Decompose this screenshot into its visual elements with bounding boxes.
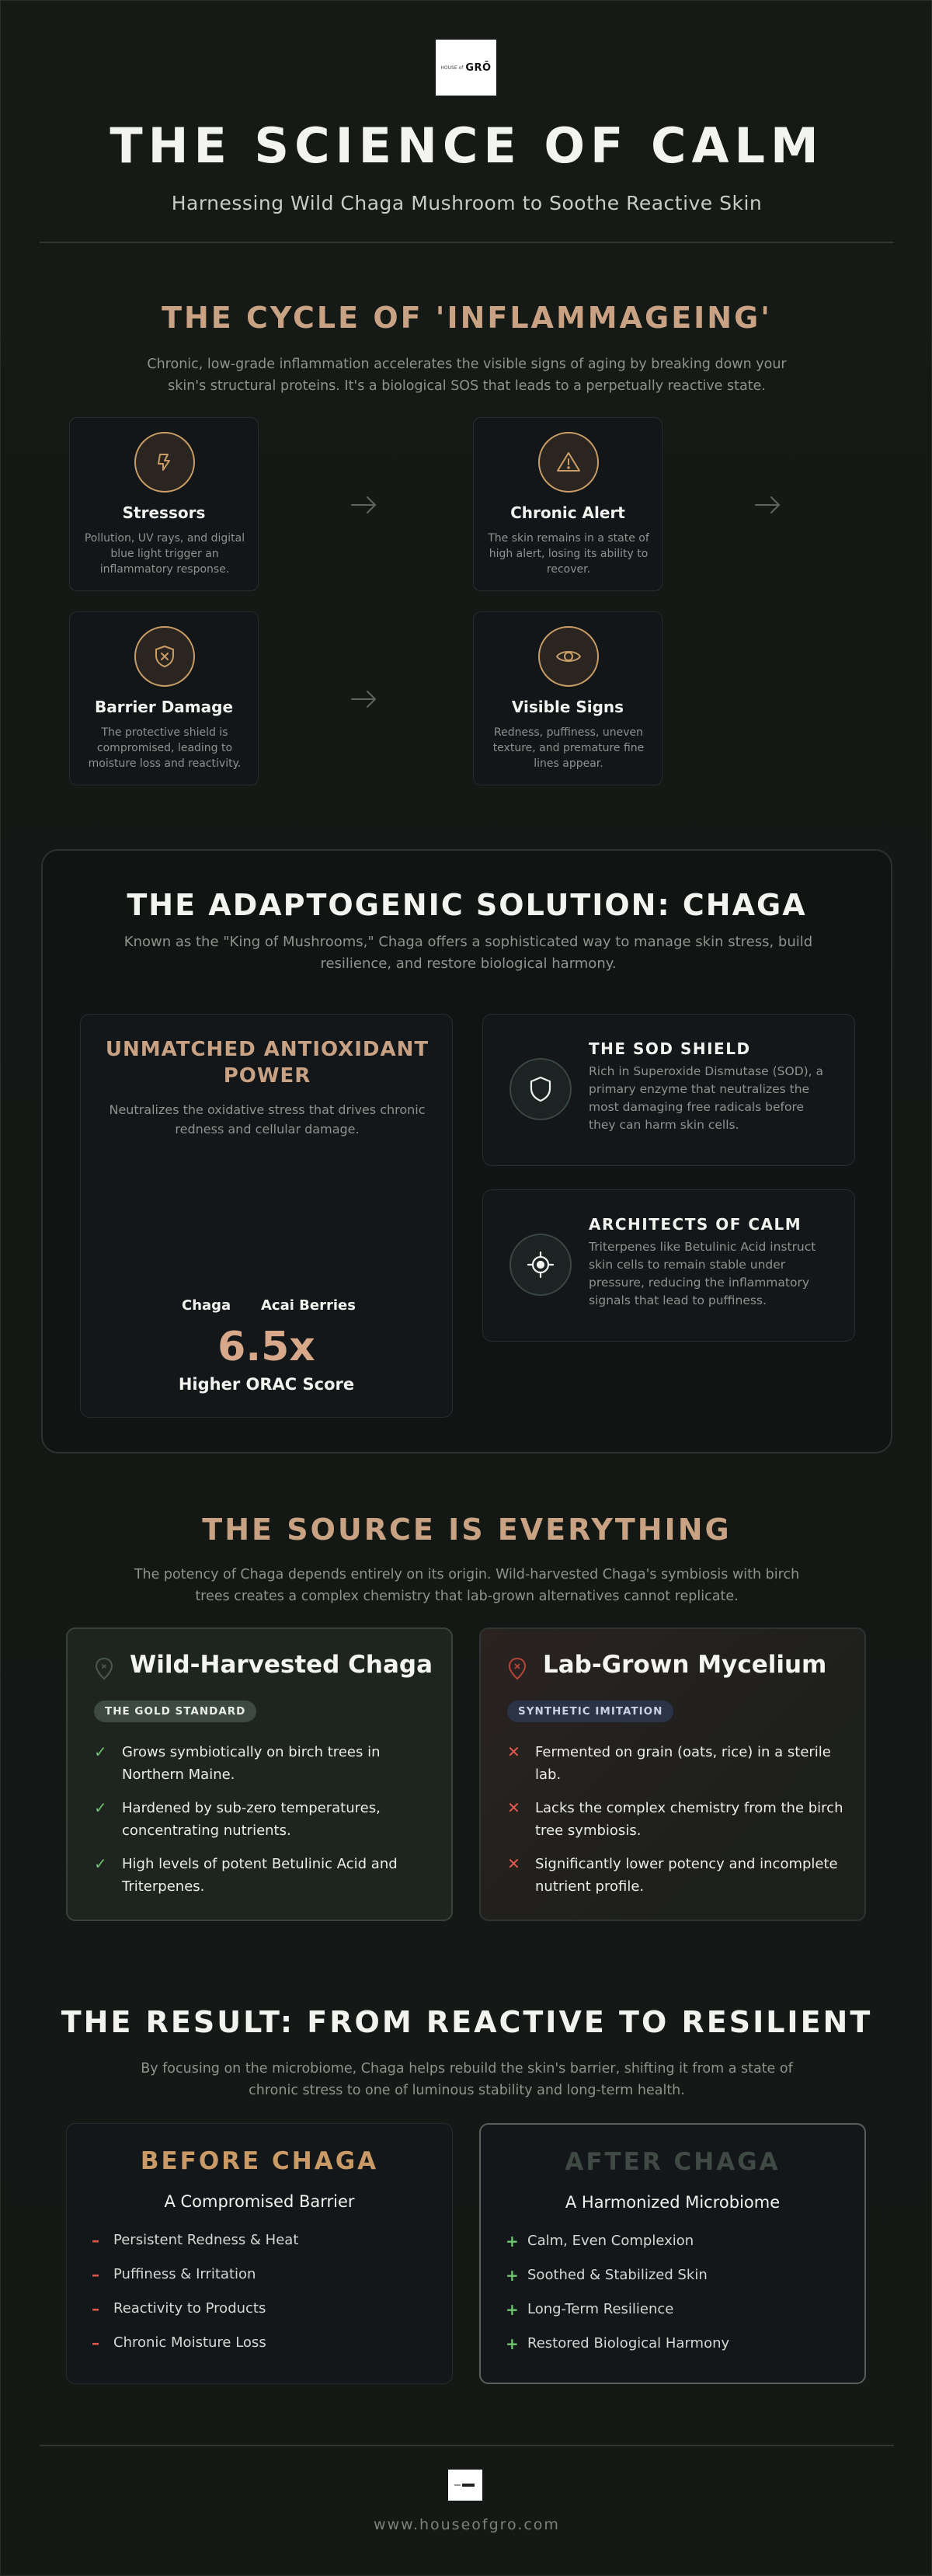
minus-icon: –	[92, 2334, 99, 2352]
shield-icon	[509, 1058, 572, 1120]
cycle-card-title: Visible Signs	[511, 698, 624, 716]
cycle-card-text: The protective shield is compromised, leading to moisture loss and reactivity.	[88, 726, 242, 770]
footer-logo-mark	[454, 2481, 476, 2489]
feature-card-architects-of-calm	[482, 1189, 855, 1342]
plus-icon: +	[506, 2334, 519, 2353]
brand-logo	[436, 40, 496, 96]
footer-divider	[40, 2445, 894, 2446]
orac-label-acai: Acai Berries	[261, 1297, 356, 1314]
list-item	[506, 2333, 840, 2355]
arrow-right-icon	[349, 493, 380, 517]
source-description: The potency of Chaga depends entirely on its origin. Wild-harvested Chaga's symbiosis with birch trees creates a complex chemistry that lab-grown alternatives cannot replicate.	[134, 1567, 800, 1604]
page-title: THE SCIENCE OF CALM	[110, 117, 824, 174]
list-item-text: Chronic Moisture Loss	[113, 2334, 266, 2351]
feature-text: Rich in Superoxide Dismutase (SOD), a primary enzyme that neutralizes the most damaging free radicals before they can harm skin cells.	[589, 1064, 824, 1132]
lab-drawbacks-list	[507, 1741, 849, 1909]
chaga-title: THE ADAPTOGENIC SOLUTION: CHAGA	[127, 888, 807, 922]
chaga-description: Known as the "King of Mushrooms," Chaga offers a sophisticated way to manage skin stress, build resilience, and restore biological harmony.	[123, 934, 813, 972]
minus-icon: –	[92, 2299, 99, 2318]
result-title: THE RESULT: FROM REACTIVE TO RESILIENT	[61, 2005, 873, 2039]
list-item	[92, 2332, 426, 2354]
arrow-right-icon	[753, 493, 784, 517]
arrow-right-icon	[349, 688, 380, 711]
list-item-text: Calm, Even Complexion	[527, 2233, 694, 2249]
target-icon	[509, 1234, 572, 1296]
list-item-text: Puffiness & Irritation	[113, 2266, 256, 2282]
check-icon: ✓	[94, 1798, 107, 1817]
orac-card	[80, 1014, 453, 1418]
list-item	[92, 2230, 426, 2251]
list-item	[506, 2230, 840, 2252]
list-item	[92, 2264, 426, 2285]
gold-standard-badge: THE GOLD STANDARD	[94, 1701, 256, 1722]
cycle-card-chronic-alert	[473, 417, 662, 591]
orac-value: 6.5x	[217, 1324, 315, 1370]
plus-icon: +	[506, 2266, 519, 2285]
before-chaga-card	[66, 2123, 453, 2384]
list-item	[94, 1741, 436, 1786]
minus-icon: –	[92, 2265, 99, 2284]
stress-icon	[134, 432, 195, 493]
website-link[interactable]: www.houseofgro.com	[374, 2516, 560, 2533]
before-list	[92, 2230, 426, 2366]
lab-grown-card	[479, 1627, 866, 1921]
orac-title: UNMATCHED ANTIOXIDANT POWER	[105, 1038, 429, 1088]
list-item	[506, 2299, 840, 2320]
list-item-text: Fermented on grain (oats, rice) in a sterile lab.	[535, 1744, 831, 1783]
cycle-card-title: Stressors	[122, 503, 206, 522]
plus-icon: +	[506, 2232, 519, 2251]
before-subtitle: A Compromised Barrier	[164, 2192, 355, 2211]
cycle-card-stressors	[69, 417, 259, 591]
after-title: AFTER CHAGA	[565, 2148, 781, 2176]
logo-prefix: HOUSE of	[440, 64, 464, 71]
list-item	[94, 1853, 436, 1898]
list-item-text: Reactivity to Products	[113, 2300, 266, 2317]
cycle-card-text: Pollution, UV rays, and digital blue light trigger an inflammatory response.	[84, 532, 245, 576]
synthetic-imitation-badge: SYNTHETIC IMITATION	[507, 1701, 673, 1722]
page-subtitle: Harnessing Wild Chaga Mushroom to Soothe Reactive Skin	[171, 192, 763, 214]
cycle-card-text: The skin remains in a state of high alert, losing its ability to recover.	[488, 532, 649, 576]
wild-benefits-list	[94, 1741, 436, 1909]
chaga-solution-panel	[41, 849, 892, 1453]
before-title: BEFORE CHAGA	[140, 2147, 379, 2175]
minus-icon: –	[92, 2231, 99, 2250]
feature-text: Triterpenes like Betulinic Acid instruct skin cells to remain stable under pressure, reducing the inflammatory signals that lead to puffiness.	[589, 1240, 816, 1307]
list-item-text: High levels of potent Betulinic Acid and Triterpenes.	[122, 1856, 398, 1895]
list-item	[506, 2264, 840, 2286]
plus-icon: +	[506, 2300, 519, 2319]
divider	[40, 242, 894, 243]
list-item	[507, 1797, 849, 1842]
check-icon: ✓	[94, 1742, 107, 1761]
list-item	[92, 2298, 426, 2320]
cycle-card-text: Redness, puffiness, uneven texture, and premature fine lines appear.	[492, 726, 645, 770]
cross-icon: ✕	[507, 1854, 520, 1873]
list-item-text: Long-Term Resilience	[527, 2301, 674, 2317]
footer-logo	[448, 2470, 482, 2501]
cycle-description: Chronic, low-grade inflammation accelerates the visible signs of aging by breaking down your skin's structural proteins. It's a biological SOS that leads to a perpetually reactive state.	[147, 357, 787, 394]
check-icon: ✓	[94, 1854, 107, 1873]
list-item-text: Hardened by sub-zero temperatures, concentrating nutrients.	[122, 1800, 381, 1839]
location-x-icon	[507, 1657, 527, 1680]
wild-title: Wild-Harvested Chaga	[130, 1651, 433, 1679]
list-item-text: Restored Biological Harmony	[527, 2335, 730, 2351]
list-item	[94, 1797, 436, 1842]
logo-wordmark: GRŌ	[465, 61, 492, 74]
after-chaga-card	[479, 2123, 866, 2384]
list-item-text: Persistent Redness & Heat	[113, 2232, 299, 2248]
eye-icon	[538, 626, 599, 687]
result-description: By focusing on the microbiome, Chaga helps rebuild the skin's barrier, shifting it from a state of chronic stress to one of luminous stability and long-term health.	[141, 2061, 793, 2098]
location-check-icon	[94, 1657, 114, 1680]
feature-title: THE SOD SHIELD	[589, 1039, 751, 1058]
cycle-card-barrier-damage	[69, 611, 259, 785]
cycle-card-visible-signs	[473, 611, 662, 785]
list-item	[507, 1741, 849, 1786]
list-item-text: Grows symbiotically on birch trees in Northern Maine.	[122, 1744, 381, 1783]
orac-text: Neutralizes the oxidative stress that drives chronic redness and cellular damage.	[109, 1102, 426, 1137]
after-subtitle: A Harmonized Microbiome	[565, 2193, 781, 2212]
list-item	[507, 1853, 849, 1898]
feature-card-sod-shield	[482, 1014, 855, 1166]
orac-label-chaga: Chaga	[182, 1297, 231, 1314]
lab-title: Lab-Grown Mycelium	[543, 1651, 827, 1679]
wild-harvested-card	[66, 1627, 453, 1921]
shield-x-icon	[134, 626, 195, 687]
orac-caption: Higher ORAC Score	[178, 1375, 355, 1394]
cross-icon: ✕	[507, 1798, 520, 1817]
cycle-title: THE CYCLE OF 'INFLAMMAGEING'	[162, 301, 772, 335]
alert-icon	[538, 432, 599, 493]
source-title: THE SOURCE IS EVERYTHING	[202, 1513, 732, 1547]
cross-icon: ✕	[507, 1742, 520, 1761]
cycle-card-title: Barrier Damage	[94, 698, 234, 716]
after-list	[506, 2230, 840, 2367]
list-item-text: Soothed & Stabilized Skin	[527, 2267, 708, 2283]
feature-title: ARCHITECTS OF CALM	[589, 1215, 802, 1234]
cycle-card-title: Chronic Alert	[510, 503, 625, 522]
list-item-text: Lacks the complex chemistry from the birch tree symbiosis.	[535, 1800, 843, 1839]
list-item-text: Significantly lower potency and incomplete nutrient profile.	[535, 1856, 838, 1895]
